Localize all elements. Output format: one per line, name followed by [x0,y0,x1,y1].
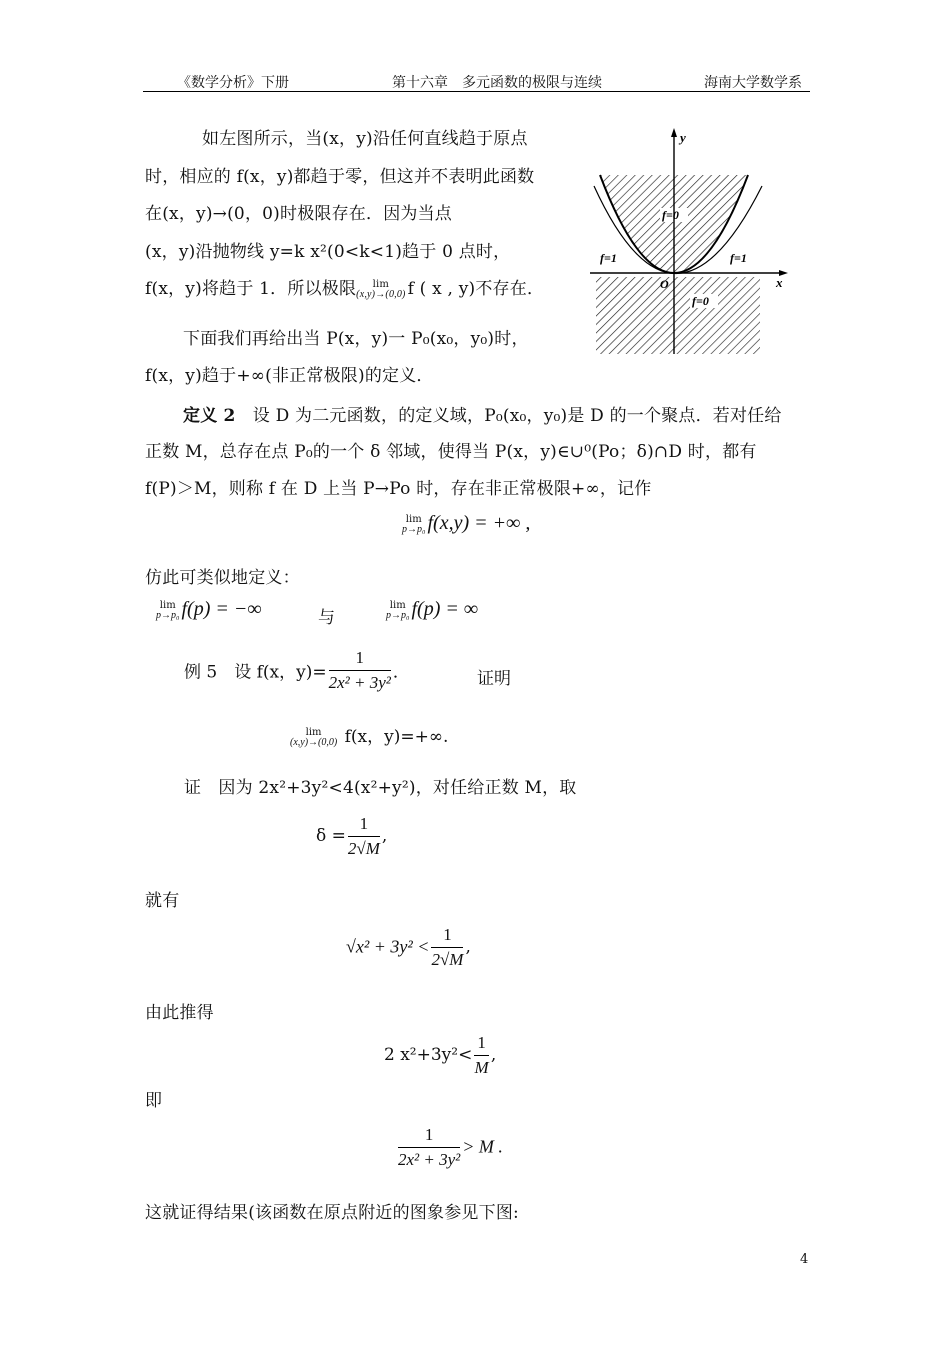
eq-both-lim-word: lim [389,599,406,611]
eq-inf-limit [402,515,425,535]
example5-limit-equation [290,722,448,748]
sqrt-lhs: √x² + 3y² < [346,936,430,957]
equation-positive-infinity [402,512,530,535]
header-book-title: 《数学分析》下册 [177,75,289,91]
then-text-3: 即 [145,1091,163,1111]
final-inequality [396,1125,503,1169]
para2-line2: f(x，y)趋于+∞(非正常极限)的定义． [145,366,434,386]
para1-line5-pre: f(x，y)将趋于 1．所以极限 [145,279,357,299]
eq-ex-lim-word: lim [305,726,322,738]
and-word: 与 [318,608,335,628]
eq-both-limit [386,601,409,621]
eq-ex-lim-sub: (x,y)→(0,0) [290,736,338,748]
delta-equation [316,814,387,858]
final-denominator: 2x² + 3y² [398,1149,461,1169]
then-text-1: 就有 [145,891,180,911]
equation-infinity [386,598,478,621]
square-fraction [474,1033,489,1077]
example5-denominator: 2x² + 3y² [328,672,391,692]
para1-line5 [145,274,544,300]
example5-fraction [329,648,391,692]
definition-text1: 设 D 为二元函数，的定义域，P₀(x₀，y₀)是 D 的一个聚点．若对任给 [252,406,782,426]
eq-ex-body: f(x，y)=+∞. [344,727,449,747]
eq-ex-limit [290,728,337,748]
example5-label: 例 5 设 f(x，y)= [184,662,327,683]
limit-word: lim [372,278,390,290]
delta-denominator: 2√M [347,838,380,858]
example5-line [184,648,410,692]
para2-line1: 下面我们再给出当 P(x，y)一 P₀(x₀，y₀)时， [183,329,529,349]
eq-neg-body: f(p) = −∞ [181,598,262,620]
square-numerator: 1 [474,1033,489,1056]
origin-label: O [660,277,669,291]
example5-tail: ． [392,662,410,683]
final-tail: > M . [462,1136,503,1157]
page-number: 4 [800,1252,809,1267]
square-denominator: M [474,1057,489,1077]
square-inequality [384,1033,496,1077]
eq-neg-lim-sub: p→p₀ [156,609,180,621]
eq-neg-lim-word: lim [159,599,176,611]
sqrt-numerator: 1 [431,925,463,948]
sqrt-denominator: 2√M [431,949,464,969]
then-text-2: 由此推得 [145,1003,214,1023]
square-lhs: 2 x²+3y²< [384,1045,473,1066]
header-chapter: 第十六章 多元函数的极限与连续 [392,75,602,91]
limit-subscript: (x,y)→(0,0) [356,288,406,300]
para1-line4: (x，y)沿抛物线 y=k x²(0<k<1)趋于 0 点时， [145,242,511,262]
para1-line1: 如左图所示，当(x，y)沿任何直线趋于原点 [202,129,528,149]
eq-both-lim-sub: p→p₀ [386,609,410,621]
lower-region-label: f=0 [692,294,709,308]
header-rule [143,91,810,92]
eq-inf-body: f(x,y) = +∞ , [427,512,531,534]
upper-region-label: f=0 [662,208,679,222]
delta-tail: , [381,826,388,847]
header-department: 海南大学数学系 [704,75,802,91]
example5-numerator: 1 [329,648,391,671]
definition-line1 [183,401,782,426]
proof-line: 证 因为 2x²+3y²<4(x²+y²)，对任给正数 M，取 [184,778,577,798]
x-axis-label: x [776,275,783,290]
eq-inf-lim-sub: p→p₀ [402,523,426,535]
sqrt-inequality [346,925,471,969]
upper-hatched-region [596,172,756,282]
eq-neg-limit [156,601,179,621]
left-region-label: f=1 [600,251,617,265]
delta-fraction [348,814,380,858]
final-numerator: 1 [398,1125,460,1148]
eq-inf-lim-word: lim [405,513,422,525]
right-region-label: f=1 [730,251,747,265]
y-axis-label: y [680,130,686,145]
sqrt-tail: , [465,937,471,958]
para1-line3: 在(x，y)→(0，0)时极限存在．因为当点 [145,204,452,224]
eq-both-body: f(p) = ∞ [411,598,479,620]
y-axis-arrow [671,128,677,137]
similar-definition-text: 仿此可类似地定义： [145,568,300,588]
definition-line3: f(P)＞M，则称 f 在 D 上当 P→Po 时，存在非正常极限+∞，记作 [145,479,652,499]
parabola-region-figure [582,126,792,356]
para1-line2: 时，相应的 f(x，y)都趋于零，但这并不表明此函数 [145,167,535,187]
final-fraction [398,1125,460,1169]
limit-symbol [356,280,405,300]
definition-title: 定义 2 [183,406,236,426]
prove-word: 证明 [477,669,511,689]
para1-line5-post: f ( x , y)不存在． [407,279,545,299]
sqrt-fraction [431,925,463,969]
delta-lhs: δ = [316,826,346,847]
lower-hatched-region [596,277,760,354]
delta-numerator: 1 [348,814,380,837]
equation-negative-infinity [156,598,262,621]
closing-text: 这就证得结果(该函数在原点附近的图象参见下图: [145,1203,519,1223]
definition-line2: 正数 M，总存在点 P₀的一个 δ 邻域，使得当 P(x，y)∈∪⁰(Po；δ)∩D 时，都有 [145,442,757,462]
square-tail: , [490,1045,497,1066]
